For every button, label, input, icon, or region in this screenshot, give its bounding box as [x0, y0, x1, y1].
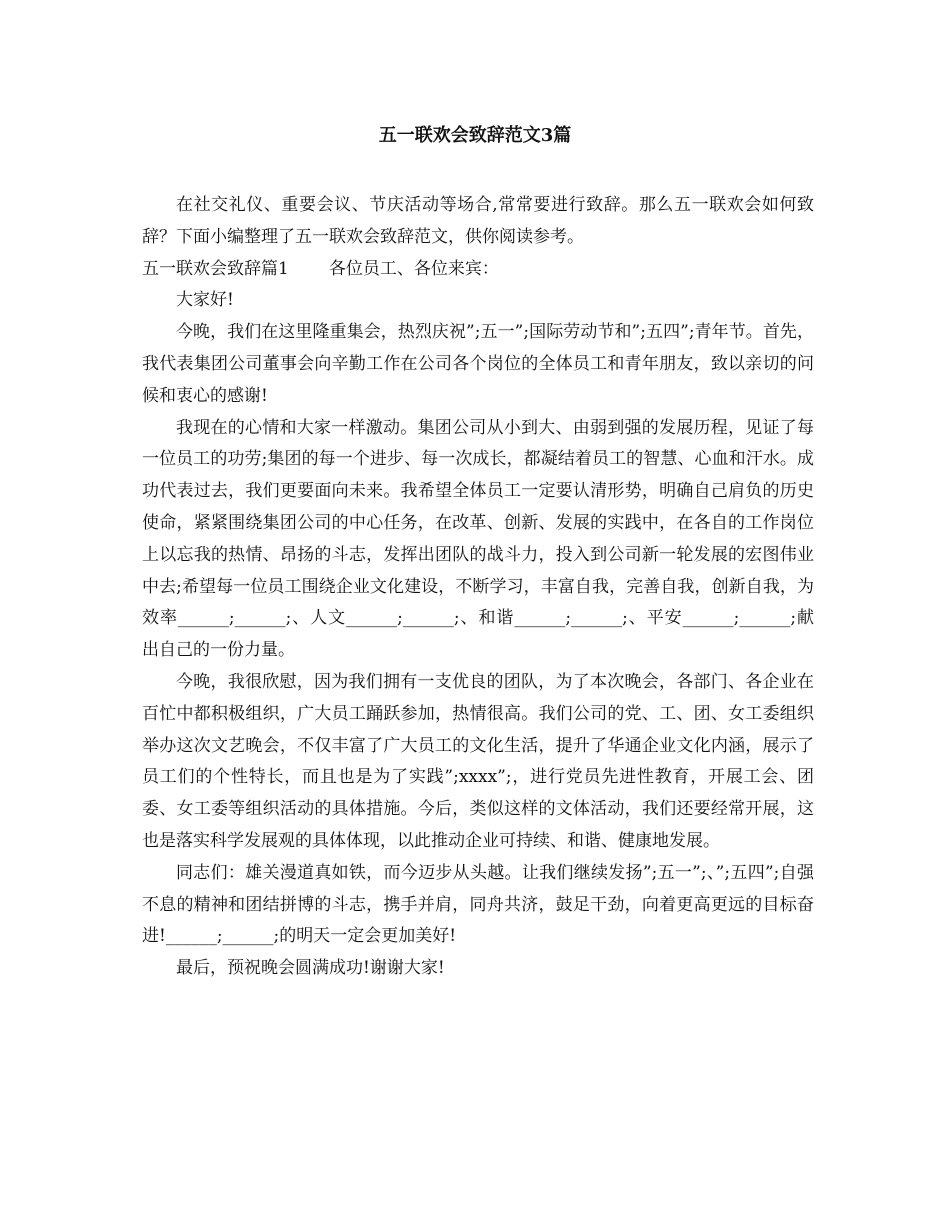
paragraph-closing: 最后，预祝晚会圆满成功!谢谢大家! [176, 958, 445, 979]
paragraph-greeting: 大家好! [176, 290, 234, 311]
intro-paragraph: 在社交礼仪、重要会议、节庆活动等场合,常常要进行致辞。那么五一联欢会如何致辞？下面小编整理了五一联欢会致辞范文，供你阅读参考。 [142, 195, 814, 247]
salutation: 各位员工、各位来宾： [328, 258, 499, 279]
paragraph-mission: 我现在的心情和大家一样激动。集团公司从小到大、由弱到强的发展历程，见证了每一位员工的功劳;集团的每一个进步、每一次成长，都凝结着员工的智慧、心血和汗水。成功代表过去，我们更要面向未来。我希望全体员工一定要认清形势，明确自己肩负的历史使命，紧紧围绕集团公司的中心任务，在改革、创新、发展的实践中，在各自的工作岗位上以忘我的热情、昂扬的斗志，发挥出团队的战斗力，投入到公司新一轮发展的宏图伟业中去;希望每一位员工围绕企业文化建设，不断学习，丰富自我，完善自我，创新自我，为效率______;______;、人文______;______;、和谐______;______;、平安______;______;献出自己的一份力量。 [142, 417, 814, 661]
paragraph-celebration: 今晚，我们在这里隆重集会，热烈庆祝”;五一”;国际劳动节和”;五四”;青年节。首先，我代表集团公司董事会向辛勤工作在公司各个岗位的全体员工和青年朋友，致以亲切的问候和衷心的感谢! [142, 322, 814, 406]
paragraph-comrades: 同志们：雄关漫道真如铁，而今迈步从头越。让我们继续发扬”;五一”;、”;五四”;自强不息的精神和团结拼博的斗志，携手并肩，同舟共济，鼓足干劲，向着更高更远的目标奋进!______;______;的明天一定会更加美好! [142, 862, 814, 947]
paragraph-team: 今晚，我很欣慰，因为我们拥有一支优良的团队，为了本次晚会，各部门、各企业在百忙中都积极组织，广大员工踊跃参加，热情很高。我们公司的党、工、团、女工委组织举办这次文艺晚会，不仅丰富了广大员工的文化生活，提升了华通企业文化内涵，展示了员工们的个性特长，而且也是为了实践”;xxxx”;，进行党员先进性教育，开展工会、团委、女工委等组织活动的具体措施。今后，类似这样的文体活动，我们还要经常开展，这也是落实科学发展观的具体体现，以此推动企业可持续、和谐、健康地发展。 [142, 671, 814, 851]
document-title: 五一联欢会致辞范文3篇 [378, 125, 572, 146]
section-heading-line [142, 254, 814, 286]
document-body [142, 190, 814, 985]
section-heading: 五一联欢会致辞篇1 [142, 258, 289, 279]
